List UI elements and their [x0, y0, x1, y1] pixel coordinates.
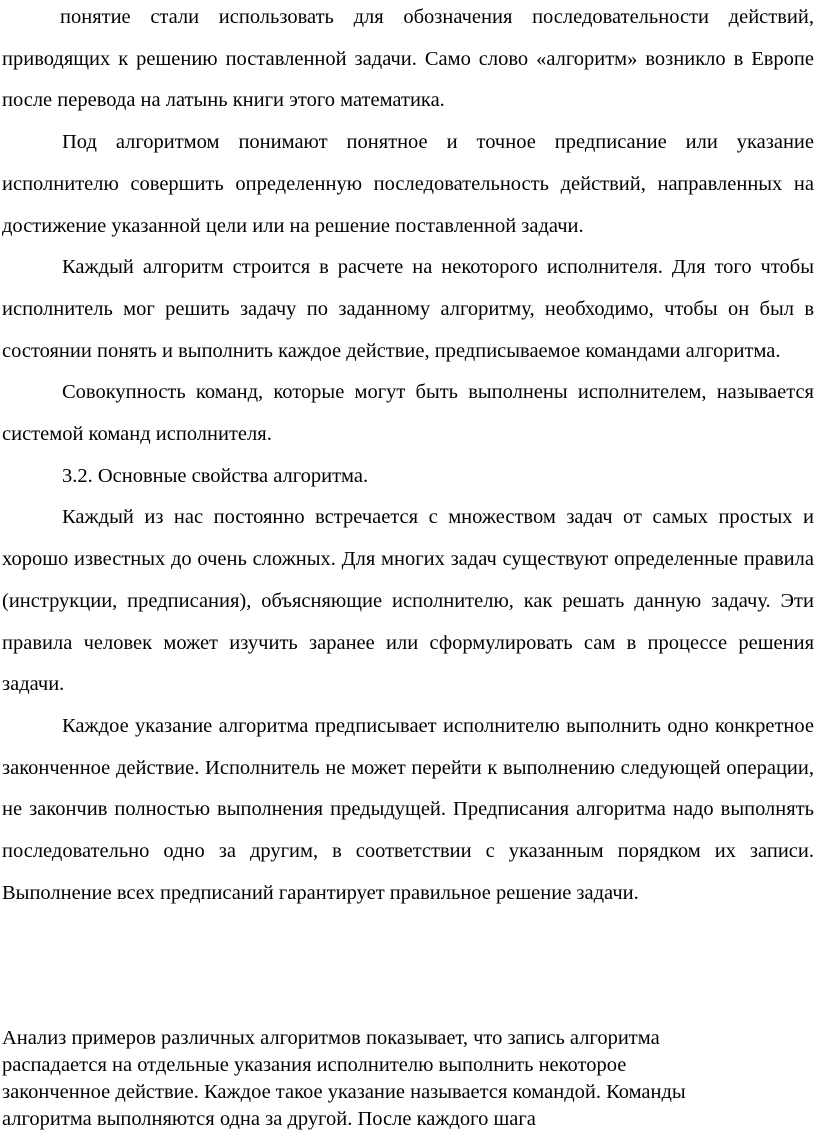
paragraph-executor: Каждый алгоритм строится в расчете на некоторого исполнителя. Для того чтобы исполнитель мог решить задачу по заданному алгоритму, необходимо, чтобы он был в состоянии понять и выполнить каждое действие, предписываемое командами алгоритма.: [2, 256, 814, 362]
paragraph-algorithm-commands: Анализ примеров различных алгоритмов показывает, что запись алгоритма распадается на отдельные указания исполнителю выполнить некоторое законченное действие. Каждое такое указание называется командой. Команды алгоритма выполняются одна за другой. После каждого шага: [2, 1027, 686, 1130]
paragraph-algorithm-origin: понятие стали использовать для обозначения последовательности действий, приводящих к решению поставленной задачи. Само слово «алгоритм» возникло в Европе после перевода на латынь книги этого математика.: [2, 6, 814, 112]
document-body: [2, 0, 814, 914]
paragraph-tasks-rules: Каждый из нас постоянно встречается с множеством задач от самых простых и хорошо известных до очень сложных. Для многих задач существуют определенные правила (инструкции, предписания), объясняющие исполнителю, как решать данную задачу. Эти правила человек может изучить заранее или сформулировать сам в процессе решения задачи.: [2, 506, 814, 696]
paragraph-algorithm-definition: Под алгоритмом понимают понятное и точное предписание или указание исполнителю совершить определенную последовательность действий, направленных на достижение указанной цели или на решение поставленной задачи.: [2, 131, 814, 237]
paragraph-command-system: Совокупность команд, которые могут быть выполнены исполнителем, называется системой команд исполнителя.: [2, 381, 814, 446]
section-heading-algorithm-properties: 3.2. Основные свойства алгоритма.: [62, 464, 369, 487]
paragraph-sequential-execution: Каждое указание алгоритма предписывает исполнителю выполнить одно конкретное законченное действие. Исполнитель не может перейти к выполнению следующей операции, не закончив полностью выполнения предыдущей. Предписания алгоритма надо выполнять последовательно одно за другим, в соответствии с указанным порядком их записи. Выполнение всех предписаний гарантирует правильное решение задачи.: [2, 714, 814, 904]
